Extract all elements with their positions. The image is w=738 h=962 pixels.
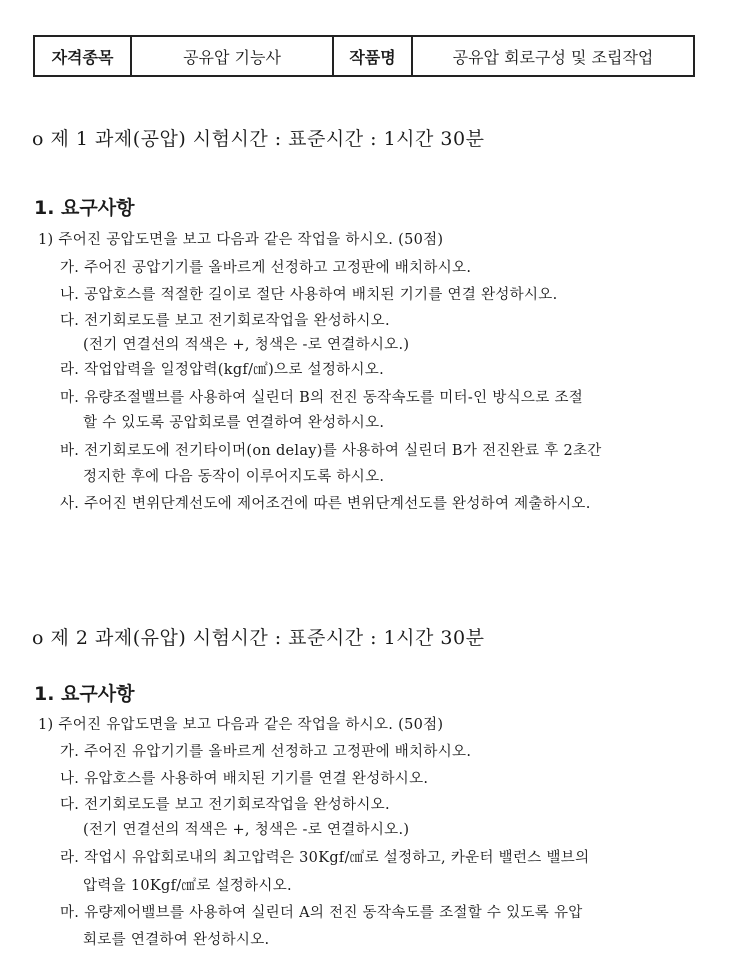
task1-line: 가. 주어진 공압기기를 올바르게 선정하고 고정판에 배치하시오. [60, 260, 472, 276]
task1-line: 할 수 있도록 공압회로를 연결하여 완성하시오. [83, 415, 385, 431]
qualification-value: 공유압 기능사 [132, 37, 334, 75]
task2-line: 마. 유량제어밸브를 사용하여 실린더 A의 전진 동작속도를 조절할 수 있도록 유압 [60, 905, 583, 921]
task2-line: 나. 유압호스를 사용하여 배치된 기기를 연결 완성하시오. [60, 771, 429, 787]
task1-line: 마. 유량조절밸브를 사용하여 실린더 B의 전진 동작속도를 미터-인 방식으로 조절 [60, 390, 584, 406]
task1-line: 나. 공압호스를 적절한 길이로 절단 사용하여 배치된 기기를 연결 완성하시오. [60, 287, 558, 303]
task1-line: 사. 주어진 변위단계선도에 제어조건에 따른 변위단계선도를 완성하여 제출하시오. [60, 496, 591, 512]
task2-line: 라. 작업시 유압회로내의 최고압력은 30Kgf/㎠로 설정하고, 카운터 밸런스 밸브의 [60, 850, 590, 866]
task2-line: 다. 전기회로도를 보고 전기회로작업을 완성하시오. [60, 797, 390, 813]
qualification-label: 자격종목 [35, 37, 132, 75]
task1-section-heading: 1. 요구사항 [34, 197, 135, 219]
task1-line: (전기 연결선의 적색은 +, 청색은 -로 연결하시오.) [83, 337, 410, 353]
task1-line: 다. 전기회로도를 보고 전기회로작업을 완성하시오. [60, 313, 390, 329]
task1-line: 바. 전기회로도에 전기타이머(on delay)를 사용하여 실린더 B가 전진완료 후 2초간 [60, 443, 602, 459]
task2-line: 가. 주어진 유압기기를 올바르게 선정하고 고정판에 배치하시오. [60, 744, 472, 760]
task1-title: o 제 1 과제(공압) 시험시간 : 표준시간 : 1시간 30분 [32, 128, 485, 150]
task2-line: 1) 주어진 유압도면을 보고 다음과 같은 작업을 하시오. (50점) [38, 717, 444, 733]
task2-line: 압력을 10Kgf/㎠로 설정하시오. [83, 878, 292, 894]
task2-title: o 제 2 과제(유압) 시험시간 : 표준시간 : 1시간 30분 [32, 627, 485, 649]
task2-line: 회로를 연결하여 완성하시오. [83, 932, 270, 948]
header-table [33, 35, 695, 77]
task1-line: 정지한 후에 다음 동작이 이루어지도록 하시오. [83, 469, 385, 485]
task2-section-heading: 1. 요구사항 [34, 683, 135, 705]
work-name-value: 공유압 회로구성 및 조립작업 [452, 47, 654, 67]
task1-line: 1) 주어진 공압도면을 보고 다음과 같은 작업을 하시오. (50점) [38, 232, 444, 248]
work-name-label: 작품명 [334, 37, 413, 75]
task1-line: 라. 작업압력을 일정압력(kgf/㎠)으로 설정하시오. [60, 362, 384, 378]
task2-line: (전기 연결선의 적색은 +, 청색은 -로 연결하시오.) [83, 822, 410, 838]
